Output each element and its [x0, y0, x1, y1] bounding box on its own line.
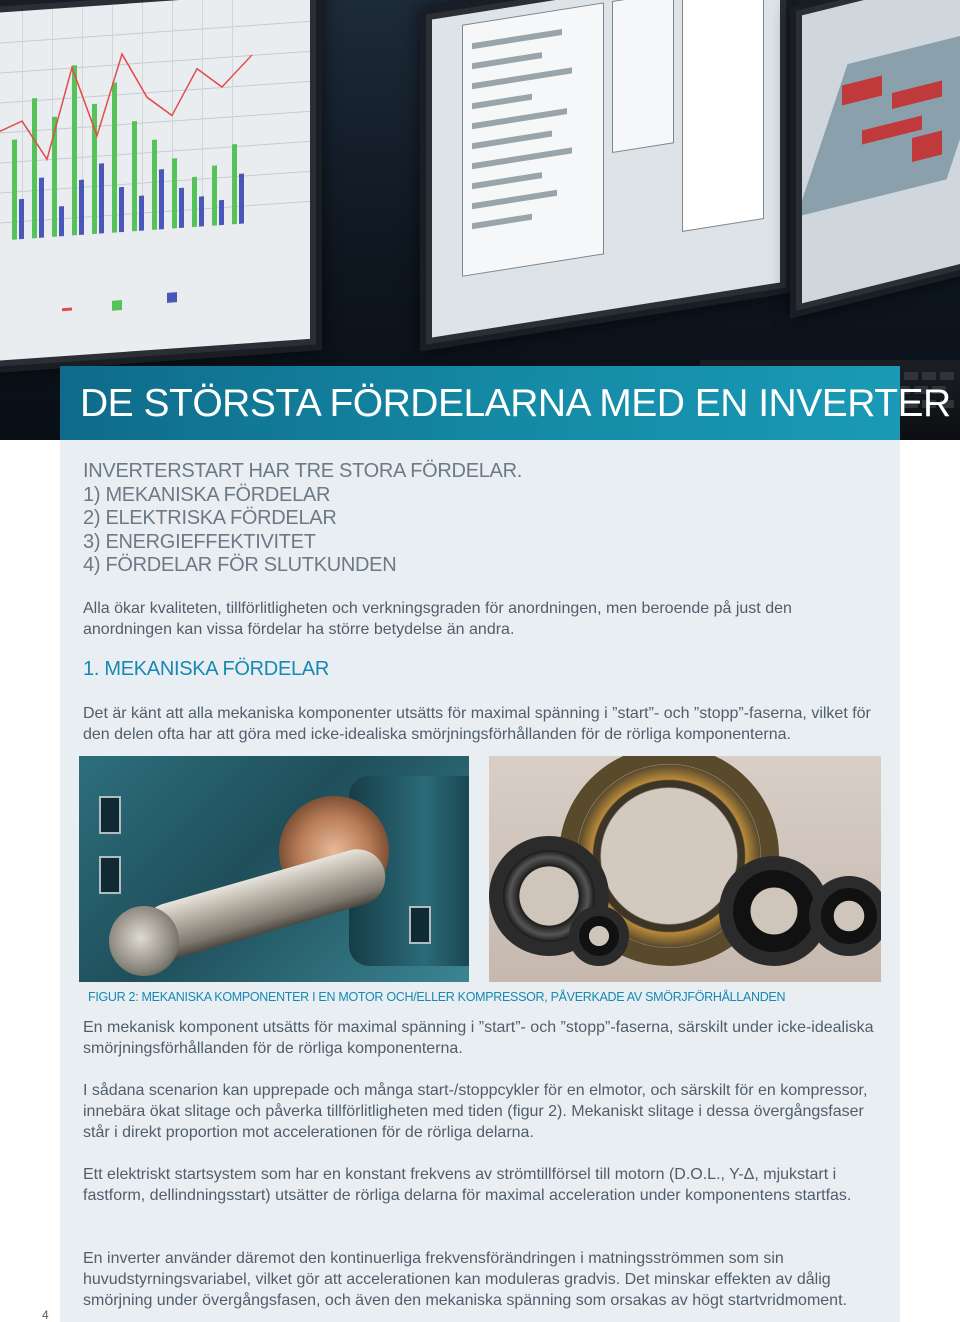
figure-motor-shaft: [79, 756, 469, 982]
shaft-end: [109, 906, 179, 976]
intro-item: 1) MEKANISKA FÖRDELAR: [83, 483, 331, 506]
monitor-form: [420, 0, 792, 351]
monitor-cad: [790, 0, 960, 318]
intro-heading: INVERTERSTART HAR TRE STORA FÖRDELAR.: [83, 460, 522, 482]
paragraph-mech: Det är känt att alla mekaniska komponenter utsätts för maximal spänning i ”start”- och ”stopp”-faserna, vilket för den delen ofta har att göra med icke-idealiska smörjningsförhållanden för de rörliga komponenterna.: [83, 705, 871, 743]
bolt: [99, 856, 121, 894]
intro-item: 4) FÖRDELAR FÖR SLUTKUNDEN: [83, 554, 397, 576]
intro-item: 3) ENERGIEFFEKTIVITET: [83, 530, 316, 553]
page-number: 4: [42, 1308, 49, 1322]
paragraph-2: I sådana scenarion kan upprepade och många start-/stoppcykler för en elmotor, och särskilt för en kompressor, innebära ökat slitage och påverka tillförlitligheten med tiden (figur 2). Mekaniskt slitage i dessa övergångsfaser står i direkt proportion mot accelerationen för de rörliga delarna.: [83, 1082, 868, 1141]
section-heading: 1. MEKANISKA FÖRDELAR: [83, 658, 329, 680]
monitor-chart: [0, 0, 322, 374]
monitor-cad-screen: [802, 0, 960, 303]
small-bearing: [809, 876, 881, 956]
page-title: DE STÖRSTA FÖRDELARNA MED EN INVERTER: [80, 382, 951, 425]
small-bearing: [569, 906, 629, 966]
monitor-chart-screen: [0, 0, 310, 361]
bolt: [99, 796, 121, 834]
intro-item: 2) ELEKTRISKA FÖRDELAR: [83, 507, 337, 529]
title-band: [60, 366, 951, 440]
figure-bearings: [489, 756, 881, 982]
intro-list: [83, 460, 863, 578]
monitor-form-screen: [432, 0, 780, 338]
paragraph-3: Ett elektriskt startsystem som har en konstant frekvens av strömtillförsel till motorn (D.O.L., Y-Δ, mjukstart i fastform, dellindningsstart) utsätter de rörliga delarna för maximal acceleration under komponentens startfas.: [83, 1166, 852, 1204]
paragraph-intro: Alla ökar kvaliteten, tillförlitligheten och verkningsgraden för anordningen, men beroende på just den anordningen kan vissa fördelar ha större betydelse än andra.: [83, 600, 792, 638]
figure-caption: FIGUR 2: MEKANISKA KOMPONENTER I EN MOTOR OCH/ELLER KOMPRESSOR, PÅVERKADE AV SMÖRJFÖRHÅLLANDEN: [88, 990, 786, 1004]
paragraph-4: En inverter använder däremot den kontinuerliga frekvensförändringen i matningsströmmen som sin huvudstyrningsvariabel, vilket gör att accelerationen kan moduleras gradvis. Det minskar effekten av dålig smörjning under övergångsfasen, och även den mekaniska spänning som orsakas av högt startvridmoment.: [83, 1250, 847, 1309]
paragraph-1: En mekanisk komponent utsätts för maximal spänning i ”start”- och ”stopp”-faserna, särskilt under icke-idealiska smörjningsförhållanden för de rörliga komponenterna.: [83, 1019, 874, 1057]
bolt: [409, 906, 431, 944]
